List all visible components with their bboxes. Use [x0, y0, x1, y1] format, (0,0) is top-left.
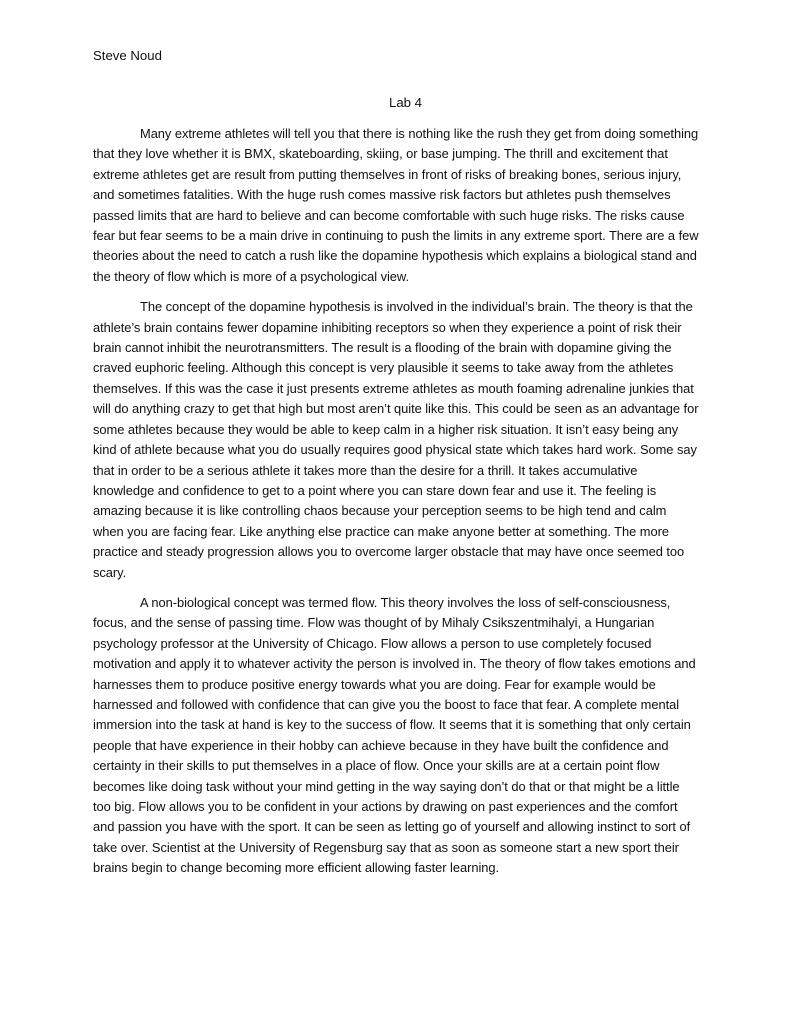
- paragraph-dopamine-hypothesis: The concept of the dopamine hypothesis is involved in the individual’s brain. The theory is that the athlete’s brain contains fewer dopamine inhibiting receptors so when they experience a point of risk their brain cannot inhibit the neurotransmitters. The result is a flooding of the brain with dopamine giving the craved euphoric feeling. Although this concept is very plausible it seems to take away from the athletes themselves. If this was the case it just presents extreme athletes as mouth foaming adrenaline junkies that will do anything crazy to get that high but most aren’t quite like this. This could be seen as an advantage for some athletes because they would be able to keep calm in a higher risk situation. It isn’t easy being any kind of athlete because what you do usually requires good physical state which takes hard work. Some say that in order to be a serious athlete it takes more than the desire for a thrill. It takes accumulative knowledge and confidence to get to a point where you can stare down fear and use it. The feeling is amazing because it is like controlling chaos because your perception seems to be high tend and calm when you are facing fear. Like anything else practice can make anyone better at something. The more practice and steady progression allows you to overcome larger obstacle that may have once seemed too scary.: [93, 299, 699, 580]
- paragraph-flow-theory: A non-biological concept was termed flow. This theory involves the loss of self-consciousness, focus, and the sense of passing time. Flow was thought of by Mihaly Csikszentmihalyi, a Hungarian psychology professor at the University of Chicago. Flow allows a person to use completely focused motivation and apply it to whatever activity the person is involved in. The theory of flow takes emotions and harnesses them to produce positive energy towards what you are doing. Fear for example would be harnessed and followed with confidence that can give you the boost to face that fear. A complete mental immersion into the task at hand is key to the success of flow. It seems that it is something that only certain people that have experience in their hobby can achieve because in they have built the confidence and certainty in their skills to put themselves in a place of flow. Once your skills are at a certain point flow becomes like doing task without your mind getting in the way saying don’t do that or that might be a little too big. Flow allows you to be confident in your actions by drawing on past experiences and the comfort and passion you have with the sport. It can be seen as letting go of yourself and allowing instinct to sort of take over. Scientist at the University of Regensburg say that as soon as someone start a new sport their brains begin to change becoming more efficient allowing faster learning.: [93, 594, 696, 876]
- author-name: Steve Noud: [93, 48, 162, 63]
- document-title: Lab 4: [388, 95, 422, 110]
- paragraph-intro: Many extreme athletes will tell you that there is nothing like the rush they get from doing something that they love whether it is BMX, skateboarding, skiing, or base jumping. The thrill and excitement that extreme athletes get are result from putting themselves in front of risks of breaking bones, serious injury, and sometimes fatalities. With the huge rush comes massive risk factors but athletes push themselves passed limits that are hard to believe and can become comfortable with such huge risks. The risks cause fear but fear seems to be a main drive in continuing to push the limits in any extreme sport. There are a few theories about the need to catch a rush like the dopamine hypothesis which explains a biological stand and the theory of flow which is more of a psychological view.: [93, 126, 699, 284]
- document-body: [93, 124, 699, 889]
